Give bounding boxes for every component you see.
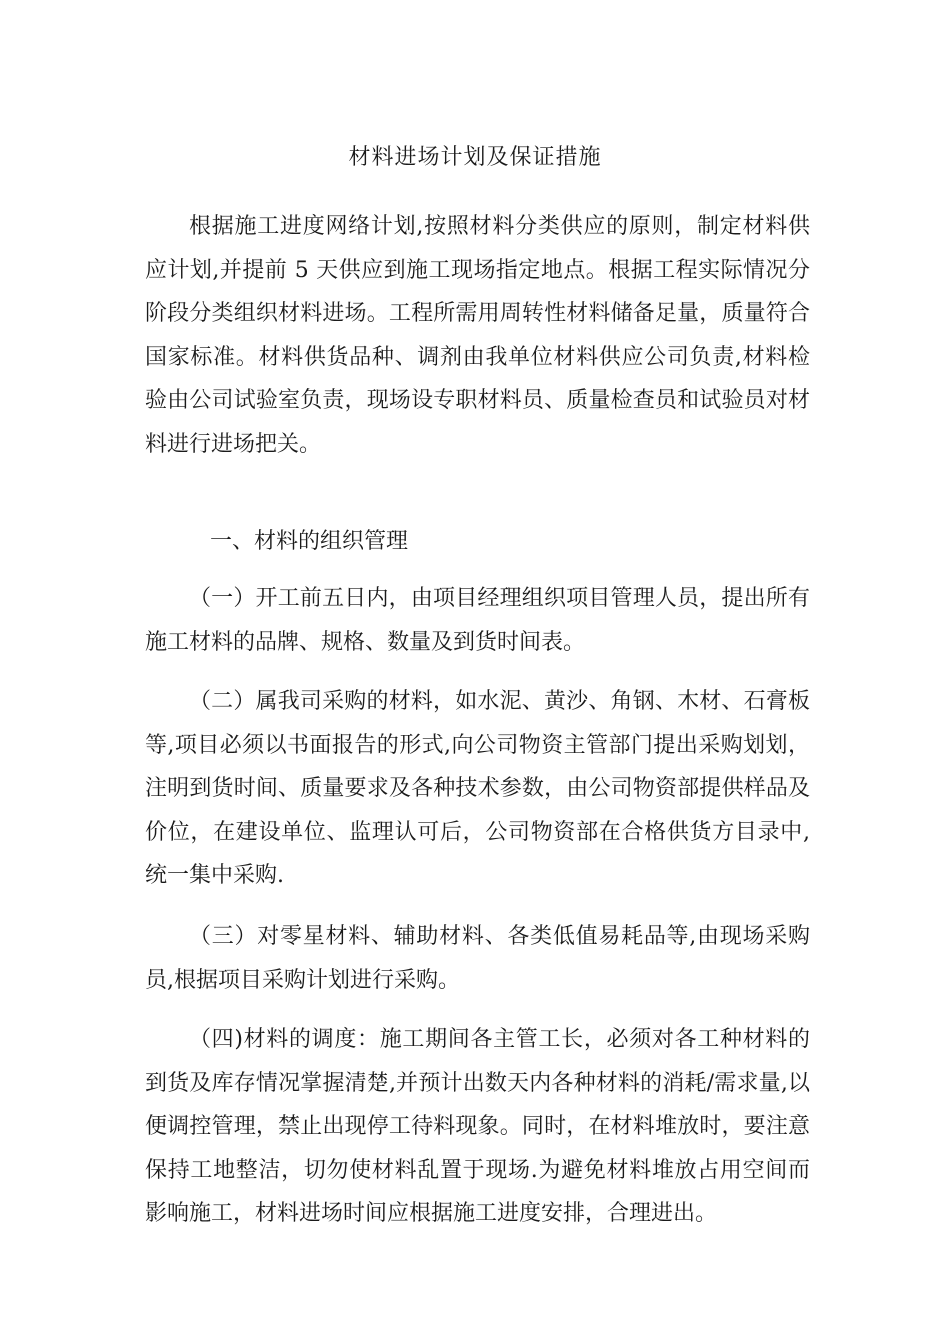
intro-paragraph: 根据施工进度网络计划,按照材料分类供应的原则，制定材料供应计划,并提前 5 天供应到施工现场指定地点。根据工程实际情况分阶段分类组织材料进场。工程所需用周转性材料储备足量，质量符合国家标准。材料供货品种、调剂由我单位材料供应公司负责,材料检验由公司试验室负责，现场设专职材料员、质量检查员和试验员对材料进行进场把关。 [145, 214, 810, 457]
section-heading-material-organization: 一、材料的组织管理 [210, 529, 409, 554]
item-paragraph-4: （四)材料的调度：施工期间各主管工长，必须对各工种材料的到货及库存情况掌握清楚,并预计出数天内各种材料的消耗/需求量,以便调控管理，禁止出现停工待料现象。同时，在材料堆放时，要注意保持工地整洁，切勿使材料乱置于现场.为避免材料堆放占用空间而影响施工，材料进场时间应根据施工进度安排，合理进出。 [145, 1027, 810, 1226]
item-paragraph-3: （三）对零星材料、辅助材料、各类低值易耗品等,由现场采购员,根据项目采购计划进行采购。 [145, 924, 810, 993]
document-title: 材料进场计划及保证措施 [348, 145, 602, 170]
item-paragraph-2: （二）属我司采购的材料，如水泥、黄沙、角钢、木材、石膏板等,项目必须以书面报告的形式,向公司物资主管部门提出采购划划，注明到货时间、质量要求及各种技术参数，由公司物资部提供样品及价位，在建设单位、监理认可后，公司物资部在合格供货方目录中,统一集中采购. [145, 689, 810, 888]
item-paragraph-1: （一）开工前五日内，由项目经理组织项目管理人员，提出所有施工材料的品牌、规格、数量及到货时间表。 [145, 586, 810, 655]
